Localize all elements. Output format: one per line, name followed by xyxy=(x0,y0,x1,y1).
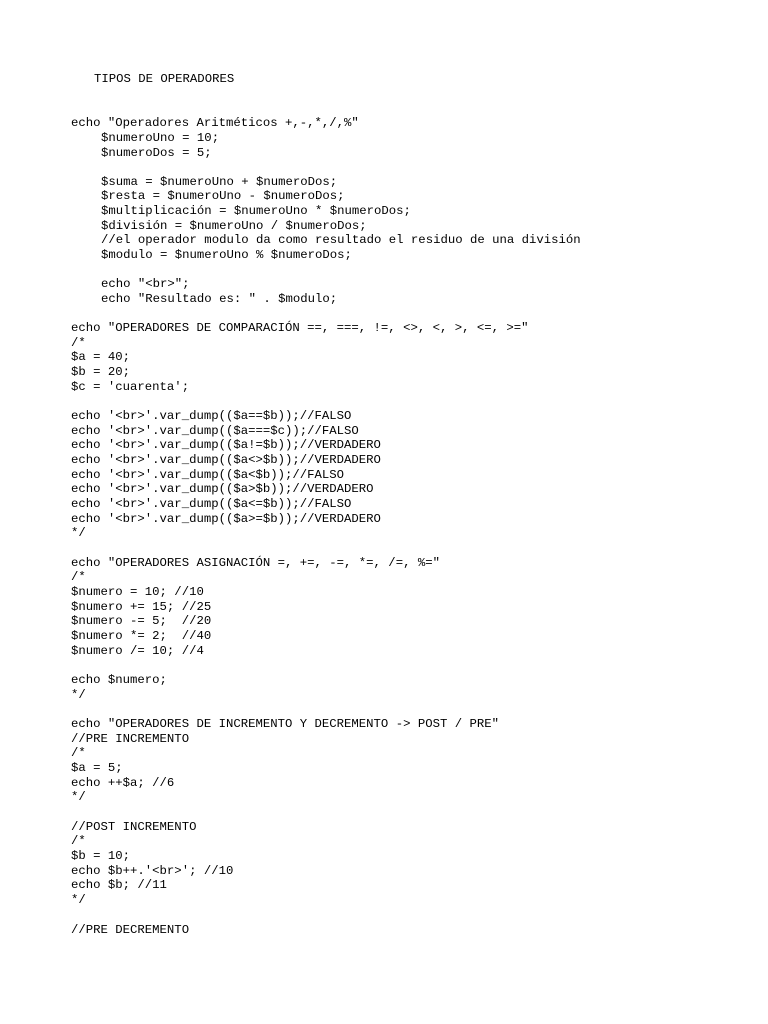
code-line: echo $b++.'<br>'; //10 xyxy=(71,864,234,878)
code-comment: //PRE INCREMENTO xyxy=(71,732,190,746)
code-comment: /* xyxy=(71,746,86,760)
code-comment: */ xyxy=(71,688,86,702)
code-line: $modulo = $numeroUno % $numeroDos; xyxy=(101,248,352,262)
code-line: $numero += 15; //25 xyxy=(71,600,212,614)
code-line: echo "OPERADORES DE INCREMENTO Y DECREMENTO -> POST / PRE" xyxy=(71,717,500,731)
code-line: echo "OPERADORES DE COMPARACIÓN ==, ===, !=, <>, <, >, <=, >=" xyxy=(71,321,529,335)
code-line: echo '<br>'.var_dump(($a>$b));//VERDADERO xyxy=(71,482,374,496)
code-comment: */ xyxy=(71,893,86,907)
code-line: $numeroDos = 5; xyxy=(101,146,212,160)
code-line: $numero = 10; //10 xyxy=(71,585,204,599)
code-comment: */ xyxy=(71,790,86,804)
code-line: $a = 40; xyxy=(71,350,131,364)
code-line: $suma = $numeroUno + $numeroDos; xyxy=(101,175,338,189)
code-comment: /* xyxy=(71,336,86,350)
code-line: echo "<br>"; xyxy=(101,277,190,291)
code-line: echo '<br>'.var_dump(($a!=$b));//VERDADERO xyxy=(71,438,381,452)
code-line: echo '<br>'.var_dump(($a>=$b));//VERDADERO xyxy=(71,512,381,526)
code-line: echo '<br>'.var_dump(($a<$b));//FALSO xyxy=(71,468,345,482)
code-comment: /* xyxy=(71,570,86,584)
code-line: $b = 10; xyxy=(71,849,131,863)
code-line: $numero /= 10; //4 xyxy=(71,644,204,658)
code-line: $división = $numeroUno / $numeroDos; xyxy=(101,219,367,233)
code-line: $numero -= 5; //20 xyxy=(71,614,212,628)
code-line: $multiplicación = $numeroUno * $numeroDos; xyxy=(101,204,411,218)
code-line: echo $b; //11 xyxy=(71,878,167,892)
code-line: echo '<br>'.var_dump(($a===$c));//FALSO xyxy=(71,424,359,438)
document-title: TIPOS DE OPERADORES xyxy=(94,72,235,86)
code-line: echo "Operadores Aritméticos +,-,*,/,%" xyxy=(71,116,359,130)
code-line: echo "Resultado es: " . $modulo; xyxy=(101,292,338,306)
code-comment: //el operador modulo da como resultado el residuo de una división xyxy=(101,233,581,247)
code-comment: /* xyxy=(71,834,86,848)
code-line: $resta = $numeroUno - $numeroDos; xyxy=(101,189,345,203)
code-line: echo '<br>'.var_dump(($a<>$b));//VERDADERO xyxy=(71,453,381,467)
code-line: echo ++$a; //6 xyxy=(71,776,175,790)
code-line: echo '<br>'.var_dump(($a==$b));//FALSO xyxy=(71,409,352,423)
code-comment: */ xyxy=(71,526,86,540)
code-line: echo '<br>'.var_dump(($a<=$b));//FALSO xyxy=(71,497,352,511)
code-line: echo "OPERADORES ASIGNACIÓN =, +=, -=, *=, /=, %=" xyxy=(71,556,440,570)
code-line: $a = 5; xyxy=(71,761,123,775)
code-line: $numeroUno = 10; xyxy=(101,131,220,145)
code-comment: //PRE DECREMENTO xyxy=(71,923,190,937)
code-line: $b = 20; xyxy=(71,365,131,379)
code-line: echo $numero; xyxy=(71,673,167,687)
code-comment: //POST INCREMENTO xyxy=(71,820,197,834)
code-line: $c = 'cuarenta'; xyxy=(71,380,190,394)
code-line: $numero *= 2; //40 xyxy=(71,629,212,643)
